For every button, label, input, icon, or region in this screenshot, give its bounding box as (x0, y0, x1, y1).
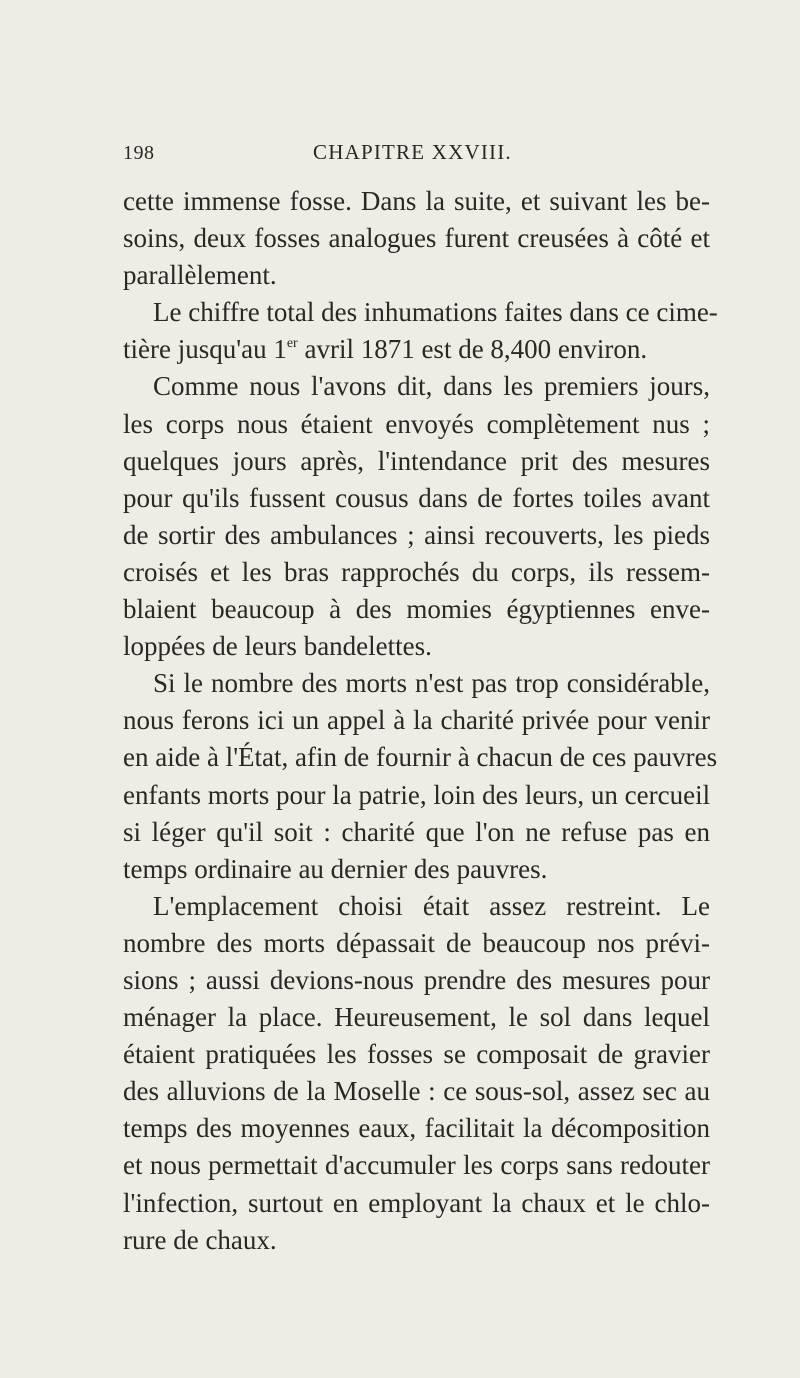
text-line: enfants morts pour la patrie, loin des leurs, un cercueil (123, 779, 711, 810)
text-line: quelques jours après, l'intendance prit des mesures (123, 445, 710, 476)
text-line: L'emplacement choisi était assez restreint. Le (153, 890, 710, 921)
text-line: et nous permettait d'accumuler les corps sans redouter (123, 1150, 710, 1181)
text-line: les corps nous étaient envoyés complètement nus ; (123, 408, 710, 439)
text-line: rure de chaux. (123, 1224, 277, 1255)
text-line: soins, deux fosses analogues furent creusées à côté et (123, 223, 710, 254)
text-line: ménager la place. Heureusement, le sol dans lequel (123, 1002, 710, 1033)
text-line: pour qu'ils fussent cousus dans de fortes toiles avant (123, 482, 710, 513)
text-line: blaient beaucoup à des momies égyptiennes enve- (123, 594, 710, 625)
text-line: l'infection, surtout en employant la chaux et le chlo- (123, 1187, 710, 1218)
body-text (123, 183, 718, 1259)
text-line: parallèlement. (123, 260, 277, 291)
ordinal-superscript: er (286, 336, 298, 352)
text-line: de sortir des ambulances ; ainsi recouverts, les pieds (123, 519, 710, 550)
text-line: étaient pratiquées les fosses se composait de gravier (123, 1039, 710, 1070)
text-line: sions ; aussi devions-nous prendre des mesures pour (123, 964, 710, 995)
text-line: Si le nombre des morts n'est pas trop considérable, (153, 668, 710, 699)
text-line: nombre des morts dépassait de beaucoup nos prévi- (123, 927, 710, 958)
page-header (123, 140, 743, 172)
text-segment: avril 1871 est de 8,400 environ. (297, 334, 648, 365)
page-number: 198 (123, 142, 155, 164)
text-line (123, 331, 710, 368)
running-head: CHAPITRE XXVIII. (313, 140, 512, 164)
text-line: des alluvions de la Moselle : ce sous-sol, assez sec au (123, 1076, 710, 1107)
text-line: nous ferons ici un appel à la charité privée pour venir (123, 705, 710, 736)
text-segment: tière jusqu'au 1 (123, 334, 287, 365)
text-line: loppées de leurs bandelettes. (123, 631, 432, 662)
text-line: Le chiffre total des inhumations faites dans ce cime- (153, 297, 718, 328)
text-line: temps ordinaire au dernier des pauvres. (123, 853, 548, 884)
text-line: si léger qu'il soit : charité que l'on ne refuse pas en (123, 816, 710, 847)
text-line: cette immense fosse. Dans la suite, et suivant les be- (123, 186, 710, 216)
text-line: en aide à l'État, afin de fournir à chacun de ces pauvres (123, 742, 718, 773)
text-line: croisés et les bras rapprochés du corps, ils ressem- (123, 556, 710, 587)
text-line: Comme nous l'avons dit, dans les premiers jours, (153, 371, 710, 402)
text-line: temps des moyennes eaux, facilitait la décomposition (123, 1113, 710, 1144)
